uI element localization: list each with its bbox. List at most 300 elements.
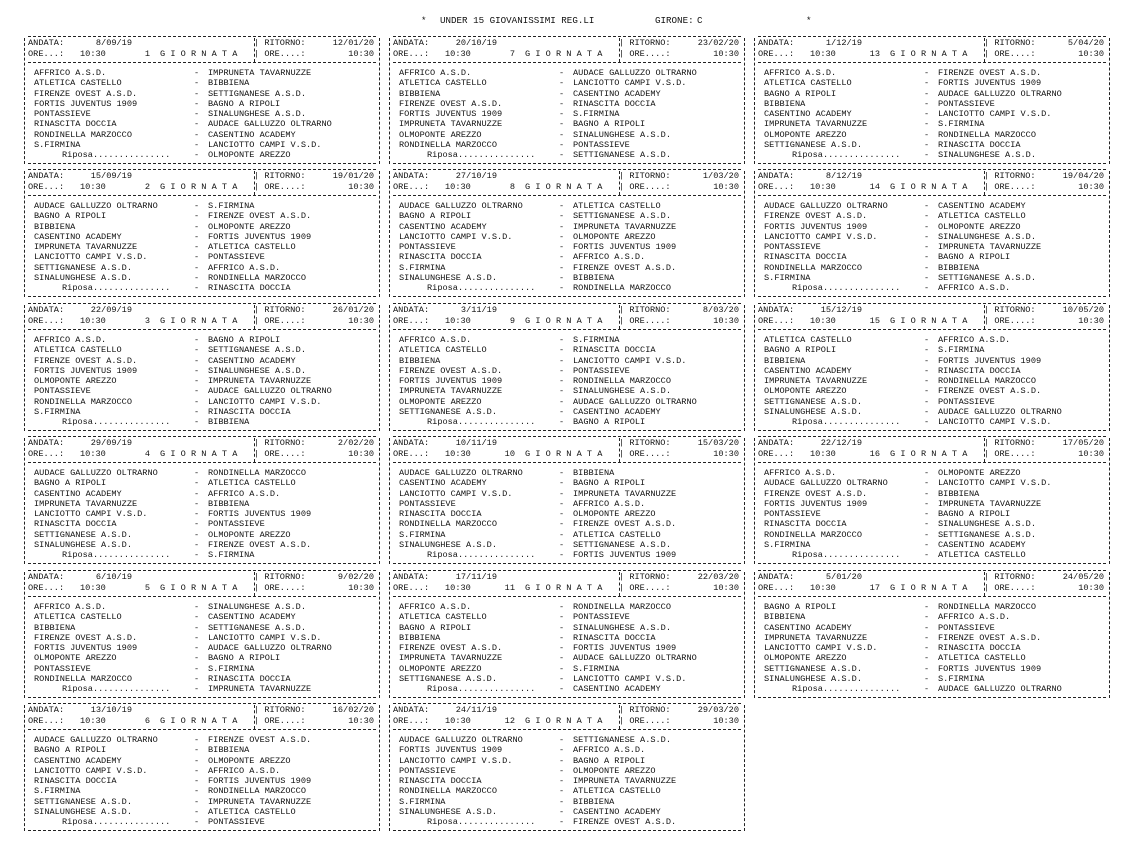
vs-dash: - — [559, 468, 565, 478]
riposa-team: BIBBIENA — [208, 417, 250, 427]
top-rule — [28, 570, 376, 571]
andata-label: ANDATA: — [758, 438, 795, 448]
giornata-label: G I O R N A T A — [890, 49, 968, 59]
away-team: PONTASSIEVE — [938, 98, 995, 109]
ore-label: ORE...: — [393, 49, 430, 59]
home-team: BIBBIENA — [764, 355, 806, 366]
away-team: FIRENZE OVEST A.S.D. — [938, 386, 1042, 397]
vs-dash: - — [559, 129, 565, 140]
riposa-label: Riposa............... — [62, 283, 171, 293]
vs-dash: - — [194, 622, 200, 633]
left-rule — [24, 38, 25, 164]
vs-dash: - — [924, 519, 930, 530]
home-team: AFFRICO A.S.D. — [34, 335, 107, 345]
away-team: BAGNO A RIPOLI — [208, 335, 281, 345]
away-team: BAGNO A RIPOLI — [573, 478, 646, 489]
riposa-label: Riposa............... — [427, 817, 536, 827]
away-team: BIBBIENA — [938, 262, 980, 273]
header-rule — [28, 462, 376, 463]
vs-dash: - — [559, 335, 565, 345]
vs-dash: - — [194, 663, 200, 674]
home-team: OLMOPONTE AREZZO — [764, 653, 847, 664]
vs-dash: - — [194, 643, 200, 653]
left-rule — [389, 305, 390, 431]
away-team: FIRENZE OVEST A.S.D. — [573, 519, 677, 530]
home-team: CASENTINO ACADEMY — [399, 221, 487, 232]
home-team: PONTASSIEVE — [34, 109, 91, 119]
vs-dash: - — [194, 745, 200, 756]
bottom-rule — [28, 296, 376, 297]
home-team: ATLETICA CASTELLO — [764, 78, 852, 89]
left-rule — [754, 305, 755, 431]
home-team: BIBBIENA — [399, 355, 441, 366]
away-team: FORTIS JUVENTUS 1909 — [208, 231, 312, 242]
top-rule — [393, 570, 741, 571]
bottom-rule — [758, 163, 1106, 164]
away-team: AUDACE GALLUZZO OLTRARNO — [573, 68, 697, 78]
home-team: S.FIRMINA — [34, 786, 81, 797]
home-team: IMPRUNETA TAVARNUZZE — [764, 632, 868, 643]
bottom-rule — [28, 563, 376, 564]
away-team: RINASCITA DOCCIA — [938, 139, 1021, 150]
vs-dash: - — [194, 262, 200, 273]
riposa-label: Riposa............... — [792, 684, 901, 694]
vs-dash: - — [924, 68, 930, 78]
round-block-17 — [758, 570, 1106, 696]
away-team: BAGNO A RIPOLI — [573, 755, 646, 766]
header-rule — [393, 62, 741, 63]
home-team: FIRENZE OVEST A.S.D. — [399, 643, 503, 653]
away-team: BAGNO A RIPOLI — [938, 252, 1011, 263]
home-team: RONDINELLA MARZOCCO — [399, 519, 497, 530]
vs-dash: - — [559, 365, 565, 376]
giornata-number: 12 — [504, 716, 515, 726]
ore-label: ORE...: — [758, 583, 795, 593]
away-team: BIBBIENA — [208, 745, 250, 756]
away-team: IMPRUNETA TAVARNUZZE — [208, 68, 312, 78]
giornata-label: G I O R N A T A — [160, 449, 238, 459]
away-team: OLMOPONTE AREZZO — [208, 755, 291, 766]
away-team: LANCIOTTO CAMPI V.S.D. — [938, 109, 1052, 119]
vs-dash: - — [194, 478, 200, 489]
header-rule — [28, 729, 376, 730]
ore-return-label: | ORE....: — [984, 316, 1036, 326]
andata-label: ANDATA: — [758, 572, 795, 582]
away-team: RONDINELLA MARZOCCO — [208, 468, 306, 478]
category-title: UNDER 15 GIOVANISSIMI REG.LI — [440, 15, 595, 26]
home-team: SETTIGNANESE A.S.D. — [34, 796, 132, 807]
away-team: FIRENZE OVEST A.S.D. — [938, 68, 1042, 78]
away-team: OLMOPONTE AREZZO — [573, 231, 656, 242]
ore-return-time: 10:30 — [1078, 316, 1104, 326]
vs-dash: - — [194, 612, 200, 623]
ritorno-label: | RITORNO: — [984, 305, 1036, 315]
away-team: ATLETICA CASTELLO — [573, 786, 661, 797]
round-block-13 — [758, 36, 1106, 162]
vs-dash: - — [559, 478, 565, 489]
away-team: BIBBIENA — [208, 78, 250, 89]
vs-dash: - — [194, 201, 200, 211]
andata-date: 20/10/19 — [455, 38, 497, 48]
vs-dash: - — [559, 68, 565, 78]
giornata-number: 2 — [144, 182, 150, 192]
home-team: SETTIGNANESE A.S.D. — [34, 529, 132, 540]
riposa-row — [758, 417, 1106, 428]
home-team: RINASCITA DOCCIA — [34, 119, 117, 130]
vs-dash: - — [924, 478, 930, 489]
ore-return-time: 10:30 — [713, 316, 739, 326]
home-team: CASENTINO ACADEMY — [764, 365, 852, 376]
girone-value: C — [697, 15, 703, 26]
home-team: CASENTINO ACADEMY — [764, 109, 852, 119]
ritorno-date: 12/01/20 — [332, 38, 374, 48]
top-rule — [28, 169, 376, 170]
vs-dash: - — [924, 602, 930, 612]
home-team: S.FIRMINA — [34, 406, 81, 417]
home-team: BAGNO A RIPOLI — [34, 211, 107, 222]
away-team: SINALUNGHESE A.S.D. — [208, 602, 306, 612]
vs-dash: - — [559, 529, 565, 540]
vs-dash: - — [559, 272, 565, 283]
ritorno-date: 16/02/20 — [332, 705, 374, 715]
ritorno-label: | RITORNO: — [984, 438, 1036, 448]
vs-dash: - — [924, 622, 930, 633]
round-block-15 — [758, 303, 1106, 429]
vs-dash: - — [194, 684, 200, 694]
vs-dash: - — [924, 406, 930, 417]
riposa-label: Riposa............... — [427, 550, 536, 560]
ore-time: 10:30 — [80, 716, 106, 726]
home-team: AUDACE GALLUZZO OLTRARNO — [34, 201, 158, 211]
riposa-label: Riposa............... — [62, 417, 171, 427]
top-rule — [758, 570, 1106, 571]
ore-return-time: 10:30 — [348, 316, 374, 326]
ritorno-label: | RITORNO: — [254, 171, 306, 181]
away-team: BAGNO A RIPOLI — [573, 119, 646, 130]
away-team: AUDACE GALLUZZO OLTRARNO — [208, 643, 332, 653]
home-team: ATLETICA CASTELLO — [399, 612, 487, 623]
away-team: IMPRUNETA TAVARNUZZE — [573, 776, 677, 786]
home-team: LANCIOTTO CAMPI V.S.D. — [764, 643, 878, 653]
bottom-rule — [28, 163, 376, 164]
away-team: PONTASSIEVE — [208, 519, 265, 530]
vs-dash: - — [924, 386, 930, 397]
away-team: OLMOPONTE AREZZO — [573, 765, 656, 776]
round-block-1 — [28, 36, 376, 162]
ore-label: ORE...: — [393, 316, 430, 326]
home-team: IMPRUNETA TAVARNUZZE — [399, 653, 503, 664]
riposa-label: Riposa............... — [427, 283, 536, 293]
vs-dash: - — [559, 150, 565, 160]
ore-return-label: | ORE....: — [254, 182, 306, 192]
vs-dash: - — [194, 602, 200, 612]
away-team: CASENTINO ACADEMY — [573, 406, 661, 417]
home-team: FORTIS JUVENTUS 1909 — [399, 376, 503, 386]
home-team: SINALUNGHESE A.S.D. — [764, 673, 862, 684]
round-block-4 — [28, 436, 376, 562]
right-rule — [744, 705, 745, 831]
vs-dash: - — [194, 221, 200, 232]
andata-label: ANDATA: — [393, 438, 430, 448]
round-block-12 — [393, 703, 741, 829]
riposa-row — [393, 550, 741, 561]
round-block-16 — [758, 436, 1106, 562]
ore-return-label: | ORE....: — [619, 316, 671, 326]
vs-dash: - — [194, 806, 200, 817]
giornata-number: 6 — [144, 716, 150, 726]
riposa-team: ATLETICA CASTELLO — [938, 550, 1026, 560]
giornata-number: 3 — [144, 316, 150, 326]
home-team: CASENTINO ACADEMY — [34, 231, 122, 242]
home-team: CASENTINO ACADEMY — [764, 622, 852, 633]
away-team: AUDACE GALLUZZO OLTRARNO — [573, 653, 697, 664]
left-rule — [754, 572, 755, 698]
home-team: RONDINELLA MARZOCCO — [399, 786, 497, 797]
home-team: IMPRUNETA TAVARNUZZE — [399, 119, 503, 130]
andata-label: ANDATA: — [28, 438, 65, 448]
riposa-label: Riposa............... — [62, 817, 171, 827]
home-team: BIBBIENA — [399, 88, 441, 99]
away-team: IMPRUNETA TAVARNUZZE — [208, 796, 312, 807]
away-team: PONTASSIEVE — [573, 612, 630, 623]
away-team: SETTIGNANESE A.S.D. — [573, 735, 671, 745]
right-rule — [379, 305, 380, 431]
away-team: AFFRICO A.S.D. — [573, 745, 646, 756]
away-team: LANCIOTTO CAMPI V.S.D. — [573, 673, 687, 684]
ritorno-date: 9/02/20 — [337, 572, 374, 582]
right-rule — [379, 572, 380, 698]
vs-dash: - — [194, 119, 200, 130]
away-team: AUDACE GALLUZZO OLTRARNO — [208, 119, 332, 130]
header-rule — [28, 62, 376, 63]
vs-dash: - — [194, 786, 200, 797]
home-team: BIBBIENA — [34, 622, 76, 633]
round-block-7 — [393, 36, 741, 162]
vs-dash: - — [924, 643, 930, 653]
ritorno-label: | RITORNO: — [254, 438, 306, 448]
top-rule — [393, 36, 741, 37]
top-rule — [28, 436, 376, 437]
home-team: S.FIRMINA — [399, 529, 446, 540]
ritorno-date: 29/03/20 — [697, 705, 739, 715]
riposa-team: PONTASSIEVE — [208, 817, 265, 827]
ore-return-time: 10:30 — [1078, 182, 1104, 192]
andata-label: ANDATA: — [28, 705, 65, 715]
home-team: FIRENZE OVEST A.S.D. — [764, 211, 868, 222]
giornata-number: 14 — [869, 182, 880, 192]
top-rule — [393, 303, 741, 304]
away-team: ATLETICA CASTELLO — [208, 478, 296, 489]
away-team: RONDINELLA MARZOCCO — [938, 602, 1036, 612]
home-team: ATLETICA CASTELLO — [34, 612, 122, 623]
vs-dash: - — [559, 806, 565, 817]
home-team: SINALUNGHESE A.S.D. — [399, 806, 497, 817]
ore-return-label: | ORE....: — [254, 449, 306, 459]
ore-return-time: 10:30 — [713, 449, 739, 459]
bottom-rule — [393, 296, 741, 297]
giornata-number: 9 — [509, 316, 515, 326]
away-team: BIBBIENA — [573, 272, 615, 283]
vs-dash: - — [924, 612, 930, 623]
home-team: AFFRICO A.S.D. — [399, 602, 472, 612]
giornata-number: 17 — [869, 583, 880, 593]
home-team: FORTIS JUVENTUS 1909 — [34, 643, 138, 653]
riposa-row — [28, 283, 376, 294]
header-rule — [393, 329, 741, 330]
right-rule — [744, 305, 745, 431]
ore-return-label: | ORE....: — [984, 182, 1036, 192]
ore-return-time: 10:30 — [1078, 583, 1104, 593]
home-team: FORTIS JUVENTUS 1909 — [399, 109, 503, 119]
away-team: ATLETICA CASTELLO — [938, 211, 1026, 222]
away-team: SETTIGNANESE A.S.D. — [208, 345, 306, 356]
vs-dash: - — [194, 396, 200, 407]
right-rule — [379, 171, 380, 297]
vs-dash: - — [194, 272, 200, 283]
giornata-label: G I O R N A T A — [160, 316, 238, 326]
home-team: SETTIGNANESE A.S.D. — [764, 396, 862, 407]
vs-dash: - — [924, 509, 930, 519]
home-team: AFFRICO A.S.D. — [34, 68, 107, 78]
ore-return-label: | ORE....: — [254, 49, 306, 59]
vs-dash: - — [194, 98, 200, 109]
giornata-label: G I O R N A T A — [525, 316, 603, 326]
ore-return-label: | ORE....: — [619, 583, 671, 593]
vs-dash: - — [194, 653, 200, 664]
home-team: BAGNO A RIPOLI — [34, 745, 107, 756]
home-team: OLMOPONTE AREZZO — [399, 663, 482, 674]
away-team: SINALUNGHESE A.S.D. — [208, 109, 306, 119]
away-team: PONTASSIEVE — [573, 365, 630, 376]
ore-time: 10:30 — [810, 449, 836, 459]
round-block-5 — [28, 570, 376, 696]
andata-label: ANDATA: — [758, 171, 795, 181]
vs-dash: - — [559, 745, 565, 756]
vs-dash: - — [194, 735, 200, 745]
home-team: S.FIRMINA — [399, 796, 446, 807]
top-rule — [758, 436, 1106, 437]
home-team: SINALUNGHESE A.S.D. — [34, 806, 132, 817]
riposa-team: AFFRICO A.S.D. — [938, 283, 1011, 293]
ore-label: ORE...: — [28, 583, 65, 593]
away-team: FIRENZE OVEST A.S.D. — [208, 735, 312, 745]
ore-time: 10:30 — [810, 583, 836, 593]
right-rule — [1109, 438, 1110, 564]
ore-label: ORE...: — [393, 583, 430, 593]
round-block-8 — [393, 169, 741, 295]
round-block-11 — [393, 570, 741, 696]
vs-dash: - — [924, 139, 930, 150]
left-rule — [24, 171, 25, 297]
header-star-left: * — [421, 15, 427, 26]
away-team: OLMOPONTE AREZZO — [208, 221, 291, 232]
vs-dash: - — [924, 252, 930, 263]
home-team: AUDACE GALLUZZO OLTRARNO — [399, 201, 523, 211]
vs-dash: - — [559, 109, 565, 119]
home-team: S.FIRMINA — [764, 539, 811, 550]
away-team: LANCIOTTO CAMPI V.S.D. — [573, 355, 687, 366]
ore-return-time: 10:30 — [713, 49, 739, 59]
home-team: RINASCITA DOCCIA — [764, 252, 847, 263]
giornata-number: 8 — [509, 182, 515, 192]
vs-dash: - — [194, 519, 200, 530]
ore-return-label: | ORE....: — [984, 49, 1036, 59]
away-team: BIBBIENA — [573, 468, 615, 478]
vs-dash: - — [559, 786, 565, 797]
vs-dash: - — [924, 272, 930, 283]
home-team: RINASCITA DOCCIA — [764, 519, 847, 530]
vs-dash: - — [559, 355, 565, 366]
home-team: ATLETICA CASTELLO — [34, 78, 122, 89]
top-rule — [393, 436, 741, 437]
vs-dash: - — [924, 78, 930, 89]
header-rule — [758, 596, 1106, 597]
andata-date: 3/11/19 — [460, 305, 497, 315]
vs-dash: - — [559, 242, 565, 252]
ore-time: 10:30 — [80, 449, 106, 459]
home-team: ATLETICA CASTELLO — [399, 345, 487, 356]
away-team: FORTIS JUVENTUS 1909 — [938, 78, 1042, 89]
home-team: S.FIRMINA — [764, 272, 811, 283]
home-team: FIRENZE OVEST A.S.D. — [399, 98, 503, 109]
home-team: FIRENZE OVEST A.S.D. — [34, 632, 138, 643]
away-team: BIBBIENA — [938, 488, 980, 499]
ore-label: ORE...: — [28, 716, 65, 726]
away-team: FIRENZE OVEST A.S.D. — [938, 632, 1042, 643]
andata-label: ANDATA: — [393, 171, 430, 181]
away-team: ATLETICA CASTELLO — [208, 806, 296, 817]
vs-dash: - — [924, 550, 930, 560]
home-team: PONTASSIEVE — [399, 242, 456, 252]
vs-dash: - — [924, 109, 930, 119]
vs-dash: - — [559, 776, 565, 786]
home-team: SETTIGNANESE A.S.D. — [399, 673, 497, 684]
header-rule — [758, 62, 1106, 63]
andata-date: 17/11/19 — [455, 572, 497, 582]
away-team: RINASCITA DOCCIA — [208, 406, 291, 417]
away-team: PONTASSIEVE — [938, 396, 995, 407]
vs-dash: - — [559, 612, 565, 623]
home-team: FORTIS JUVENTUS 1909 — [34, 98, 138, 109]
riposa-team: S.FIRMINA — [208, 550, 255, 560]
home-team: BAGNO A RIPOLI — [764, 345, 837, 356]
giornata-label: G I O R N A T A — [160, 49, 238, 59]
giornata-label: G I O R N A T A — [890, 583, 968, 593]
vs-dash: - — [194, 355, 200, 366]
vs-dash: - — [559, 673, 565, 684]
right-rule — [1109, 305, 1110, 431]
vs-dash: - — [924, 632, 930, 643]
vs-dash: - — [924, 539, 930, 550]
right-rule — [1109, 171, 1110, 297]
away-team: FIRENZE OVEST A.S.D. — [208, 211, 312, 222]
top-rule — [758, 303, 1106, 304]
home-team: AUDACE GALLUZZO OLTRARNO — [764, 201, 888, 211]
round-block-10 — [393, 436, 741, 562]
riposa-row — [393, 150, 741, 161]
away-team: RONDINELLA MARZOCCO — [208, 786, 306, 797]
ore-return-time: 10:30 — [1078, 49, 1104, 59]
ore-return-label: | ORE....: — [619, 449, 671, 459]
away-team: RONDINELLA MARZOCCO — [573, 376, 671, 386]
vs-dash: - — [194, 376, 200, 386]
vs-dash: - — [559, 221, 565, 232]
andata-date: 15/12/19 — [820, 305, 862, 315]
ore-return-time: 10:30 — [713, 583, 739, 593]
bottom-rule — [393, 830, 741, 831]
home-team: CASENTINO ACADEMY — [399, 478, 487, 489]
left-rule — [754, 438, 755, 564]
